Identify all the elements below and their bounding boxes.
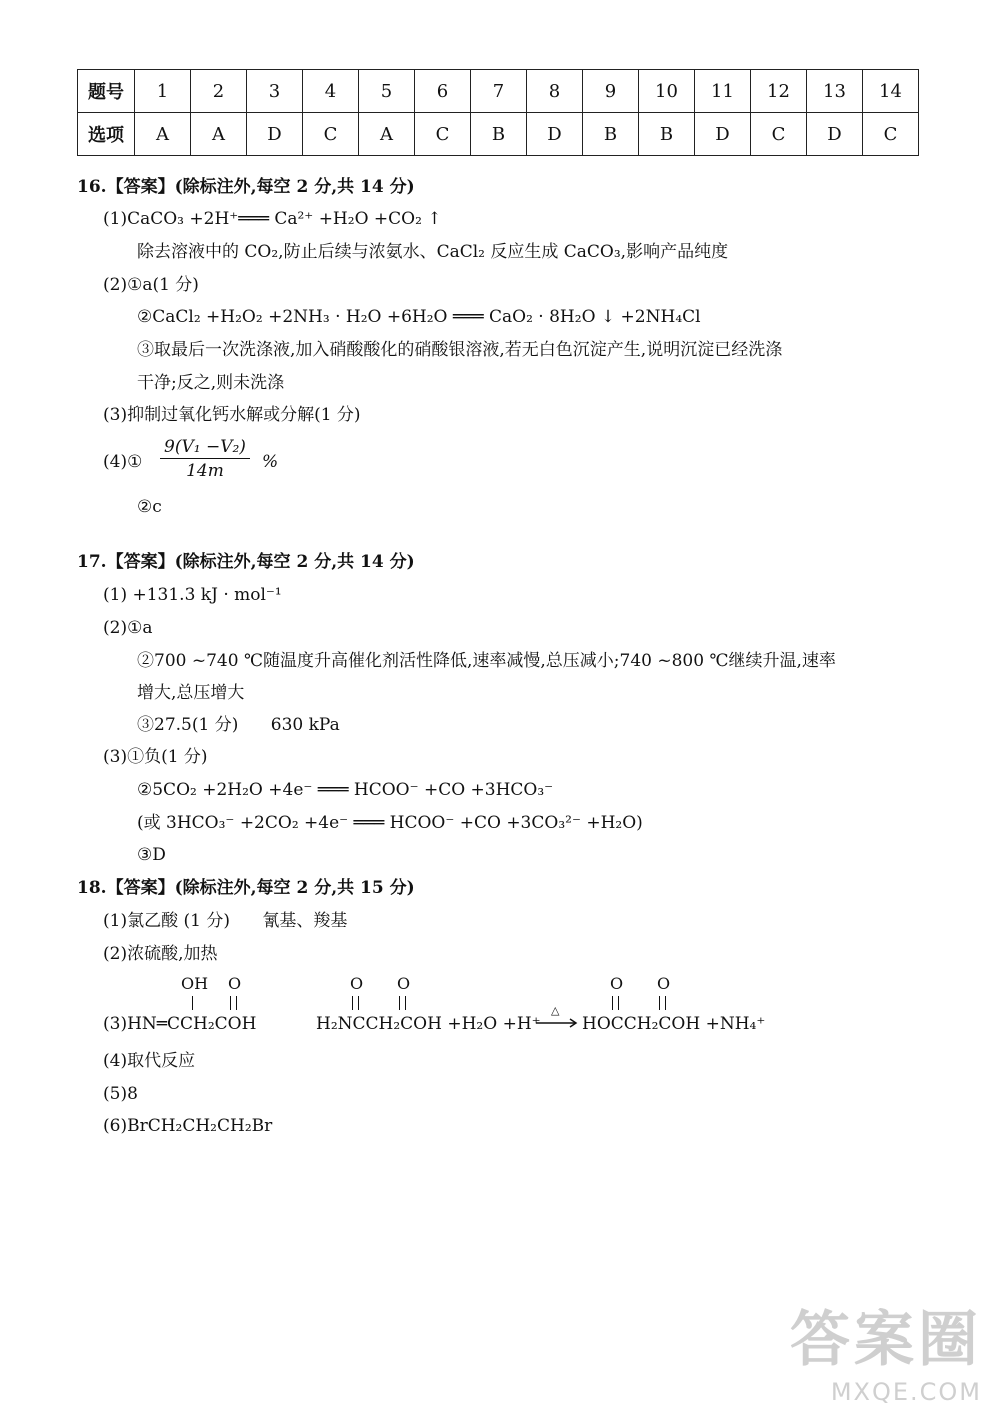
q16-line-8-prefix: (4)① [103, 452, 143, 472]
row-header-number: 题号 [78, 70, 135, 113]
double-bond-mark [659, 996, 666, 1010]
q16-line-7: (3)抑制过氧化钙水解或分解(1 分) [103, 405, 361, 425]
q17-line-1: (1) +131.3 kJ · mol⁻¹ [103, 585, 282, 605]
structure-o-label: O [228, 974, 242, 993]
q17-title: 17.【答案】(除标注外,每空 2 分,共 14 分) [77, 552, 415, 572]
single-bond-mark [192, 996, 195, 1010]
table-cell: 7 [471, 70, 527, 113]
q17-line-9: ③D [137, 845, 166, 865]
watermark-logo-text: 答案圈 [790, 1305, 982, 1375]
table-cell: 5 [359, 70, 415, 113]
fraction-denominator: 14m [186, 461, 224, 481]
double-bond-mark [399, 996, 406, 1010]
reaction-arrow-icon [536, 1018, 580, 1028]
q18-line-3-reactants: H₂NCCH₂COH +H₂O +H⁺ [316, 1014, 541, 1034]
table-cell: D [807, 113, 863, 156]
q18-line-2: (2)浓硫酸,加热 [103, 944, 218, 964]
row-header-option: 选项 [78, 113, 135, 156]
fraction-numerator: 9(V₁ −V₂) [160, 436, 250, 459]
structure-o-label: O [350, 974, 364, 993]
q18-line-1: (1)氯乙酸 (1 分) 氰基、羧基 [103, 911, 348, 931]
table-cell: 10 [639, 70, 695, 113]
q17-line-6: (3)①负(1 分) [103, 747, 208, 767]
table-cell: 1 [135, 70, 191, 113]
q16-title: 16.【答案】(除标注外,每空 2 分,共 14 分) [77, 177, 415, 197]
structure-o-label: O [397, 974, 411, 993]
table-cell: 9 [583, 70, 639, 113]
table-cell: B [583, 113, 639, 156]
q18-line-6: (6)BrCH₂CH₂CH₂Br [103, 1116, 273, 1136]
q16-line-3: (2)①a(1 分) [103, 275, 199, 295]
q16-line-1: (1)CaCO₃ +2H⁺═══ Ca²⁺ +H₂O +CO₂ ↑ [103, 209, 442, 229]
site-watermark [790, 1292, 982, 1406]
q18-line-3-prefix: (3)HN═CCH₂COH [103, 1014, 257, 1034]
table-cell: B [639, 113, 695, 156]
q16-line-9: ②c [137, 497, 162, 517]
table-cell: 4 [303, 70, 359, 113]
table-cell: C [303, 113, 359, 156]
table-cell: A [191, 113, 247, 156]
table-cell: 11 [695, 70, 751, 113]
q18-line-3-products: HOCCH₂COH +NH₄⁺ [582, 1014, 766, 1034]
watermark-domain: MXQE.COM [830, 1378, 982, 1406]
table-cell: D [527, 113, 583, 156]
table-cell: C [415, 113, 471, 156]
double-bond-mark [352, 996, 359, 1010]
table-cell: C [863, 113, 919, 156]
table-cell: A [359, 113, 415, 156]
q17-line-8: (或 3HCO₃⁻ +2CO₂ +4e⁻ ═══ HCOO⁻ +CO +3CO₃²⁻ +H₂O) [137, 813, 643, 833]
q17-line-3: ②700 ~740 ℃随温度升高催化剂活性降低,速率减慢,总压减小;740 ~800 ℃继续升温,速率 [137, 651, 836, 671]
double-bond-mark [230, 996, 237, 1010]
q16-line-5: ③取最后一次洗涤液,加入硝酸酸化的硝酸银溶液,若无白色沉淀产生,说明沉淀已经洗涤 [137, 340, 783, 360]
heat-triangle-icon: △ [551, 1004, 560, 1017]
q17-line-5: ③27.5(1 分) 630 kPa [137, 715, 340, 735]
table-cell: 3 [247, 70, 303, 113]
table-cell: A [135, 113, 191, 156]
q17-line-2: (2)①a [103, 618, 153, 638]
table-cell: 12 [751, 70, 807, 113]
table-cell: 13 [807, 70, 863, 113]
q17-line-4: 增大,总压增大 [137, 683, 245, 703]
structure-oh-label: OH [181, 974, 209, 993]
structure-o-label: O [657, 974, 671, 993]
table-cell: D [695, 113, 751, 156]
table-cell: C [751, 113, 807, 156]
q17-line-7: ②5CO₂ +2H₂O +4e⁻ ═══ HCOO⁻ +CO +3HCO₃⁻ [137, 780, 554, 800]
answer-option-row [78, 113, 919, 156]
double-bond-mark [612, 996, 619, 1010]
table-cell: B [471, 113, 527, 156]
q16-line-2: 除去溶液中的 CO₂,防止后续与浓氨水、CaCl₂ 反应生成 CaCO₃,影响产品纯度 [137, 242, 729, 262]
q16-line-6: 干净;反之,则未洗涤 [137, 373, 285, 393]
table-cell: 2 [191, 70, 247, 113]
table-cell: 14 [863, 70, 919, 113]
table-cell: 6 [415, 70, 471, 113]
q16-line-8-suffix: % [262, 452, 279, 472]
table-cell: D [247, 113, 303, 156]
question-number-row [78, 70, 919, 113]
purity-fraction [160, 436, 250, 483]
table-cell: 8 [527, 70, 583, 113]
q18-line-4: (4)取代反应 [103, 1051, 196, 1071]
structure-o-label: O [610, 974, 624, 993]
answer-table [77, 69, 919, 156]
q16-line-4: ②CaCl₂ +H₂O₂ +2NH₃ · H₂O +6H₂O ═══ CaO₂ · 8H₂O ↓ +2NH₄Cl [137, 307, 701, 327]
q18-title: 18.【答案】(除标注外,每空 2 分,共 15 分) [77, 878, 415, 898]
q18-line-5: (5)8 [103, 1084, 138, 1104]
